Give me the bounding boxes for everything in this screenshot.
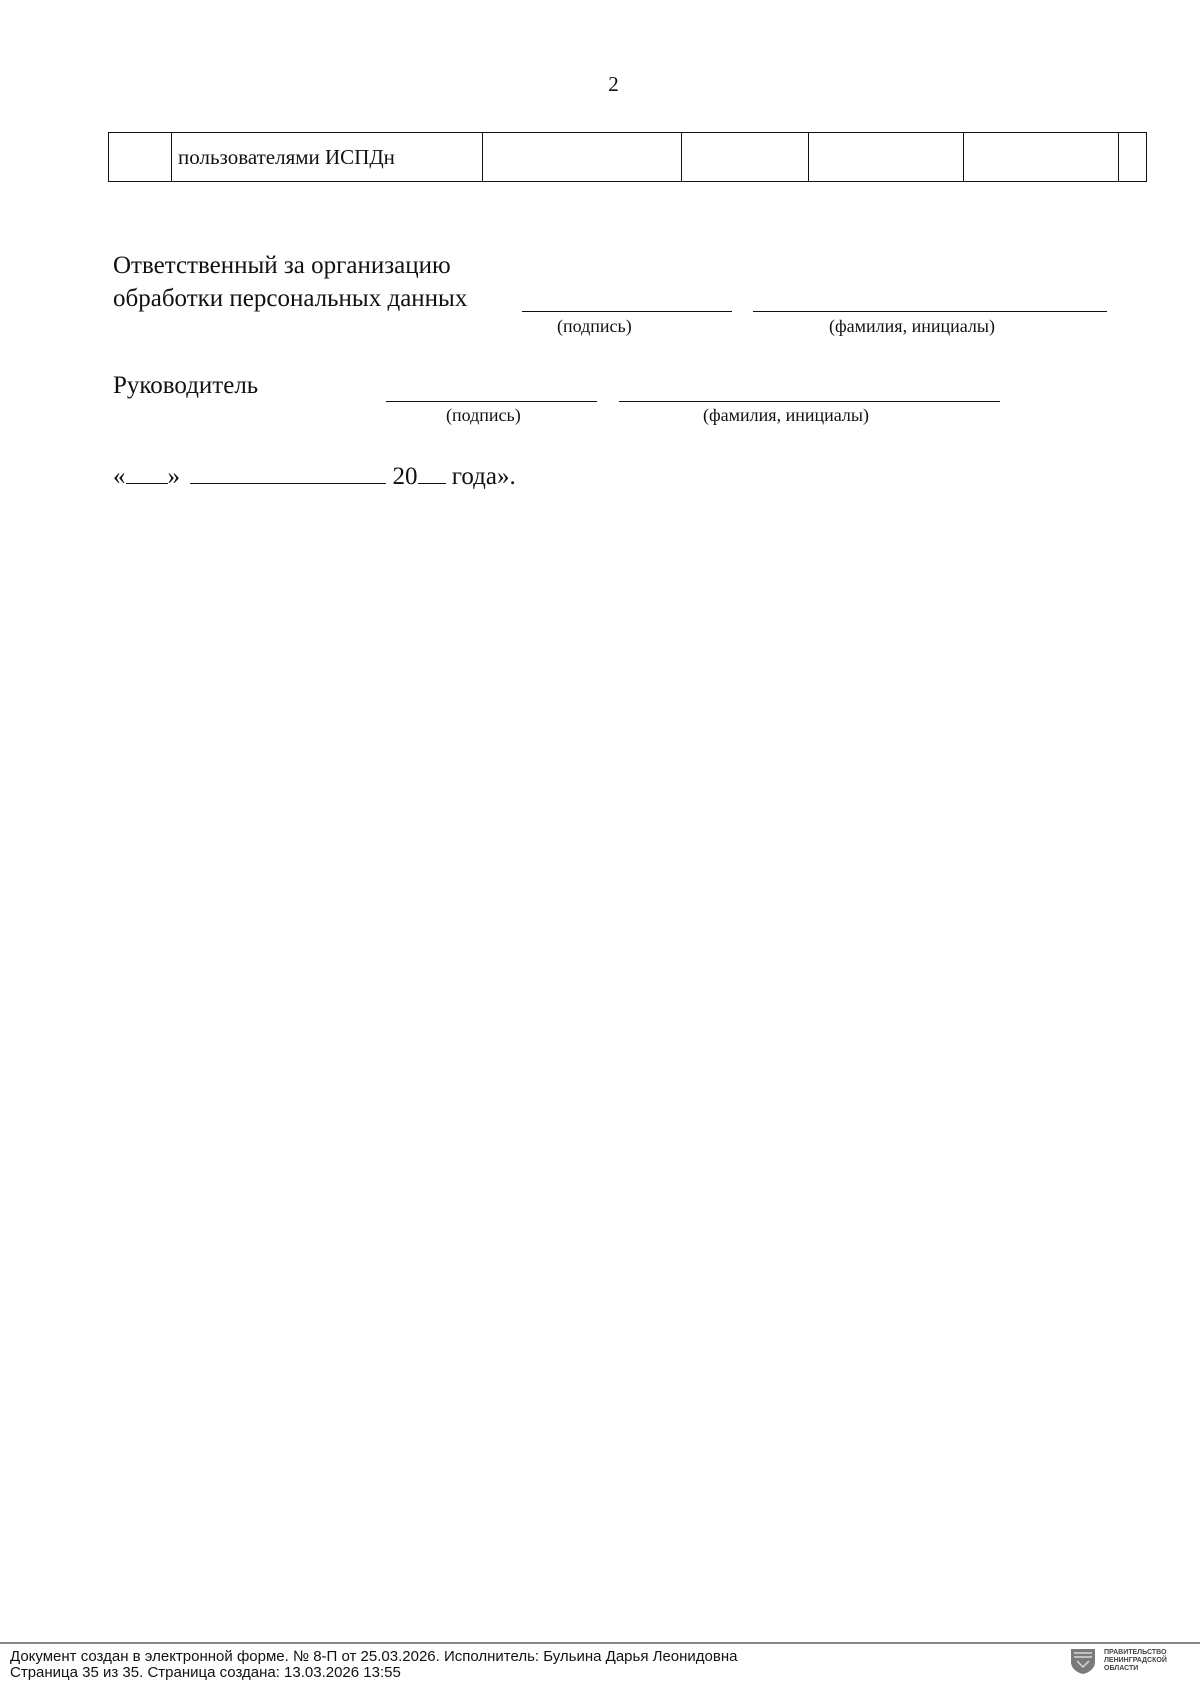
year-prefix: 20 <box>392 463 418 490</box>
table-cell <box>964 133 1119 182</box>
government-logo <box>1070 1647 1167 1675</box>
head-name-caption: (фамилия, инициалы) <box>703 405 869 425</box>
day-blank <box>126 461 168 484</box>
footer-line-2: Страница 35 из 35. Страница создана: 13.03.2026 13:55 <box>10 1664 401 1681</box>
head-signature-caption: (подпись) <box>446 405 521 425</box>
head-name-line <box>619 401 1000 402</box>
head-signature-line <box>386 401 597 402</box>
coat-of-arms-icon <box>1070 1647 1096 1675</box>
table-cell-number <box>109 133 172 182</box>
table-cell <box>1119 133 1147 182</box>
responsible-name-line <box>753 311 1107 312</box>
responsible-signature-caption: (подпись) <box>557 316 632 336</box>
table-cell <box>809 133 964 182</box>
table-row <box>109 133 1147 182</box>
responsible-label-line1: Ответственный за организацию <box>113 252 451 279</box>
data-table <box>108 132 1147 182</box>
footer-info <box>10 1649 738 1681</box>
logo-text: ПРАВИТЕЛЬСТВО ЛЕНИНГРАДСКОЙ ОБЛАСТИ <box>1104 1649 1167 1672</box>
footer-line-1: Документ создан в электронной форме. № 8-П от 25.03.2026. Исполнитель: Бульина Дарья Леонидовна <box>10 1648 738 1665</box>
table-cell <box>682 133 809 182</box>
footer-divider <box>0 1642 1200 1644</box>
date-close-quote: » <box>167 463 180 490</box>
responsible-name-caption: (фамилия, инициалы) <box>829 316 995 336</box>
responsible-label-line2: обработки персональных данных <box>113 285 468 312</box>
date-suffix: года». <box>451 463 516 490</box>
year-blank <box>418 461 446 484</box>
date-open-quote: « <box>113 463 126 490</box>
date-line <box>113 461 516 491</box>
table-cell <box>483 133 682 182</box>
head-label: Руководитель <box>113 372 259 399</box>
responsible-signature-line <box>522 311 732 312</box>
table-cell-description: пользователями ИСПДн <box>172 133 483 182</box>
month-blank <box>190 461 386 484</box>
page-number: 2 <box>608 72 619 96</box>
